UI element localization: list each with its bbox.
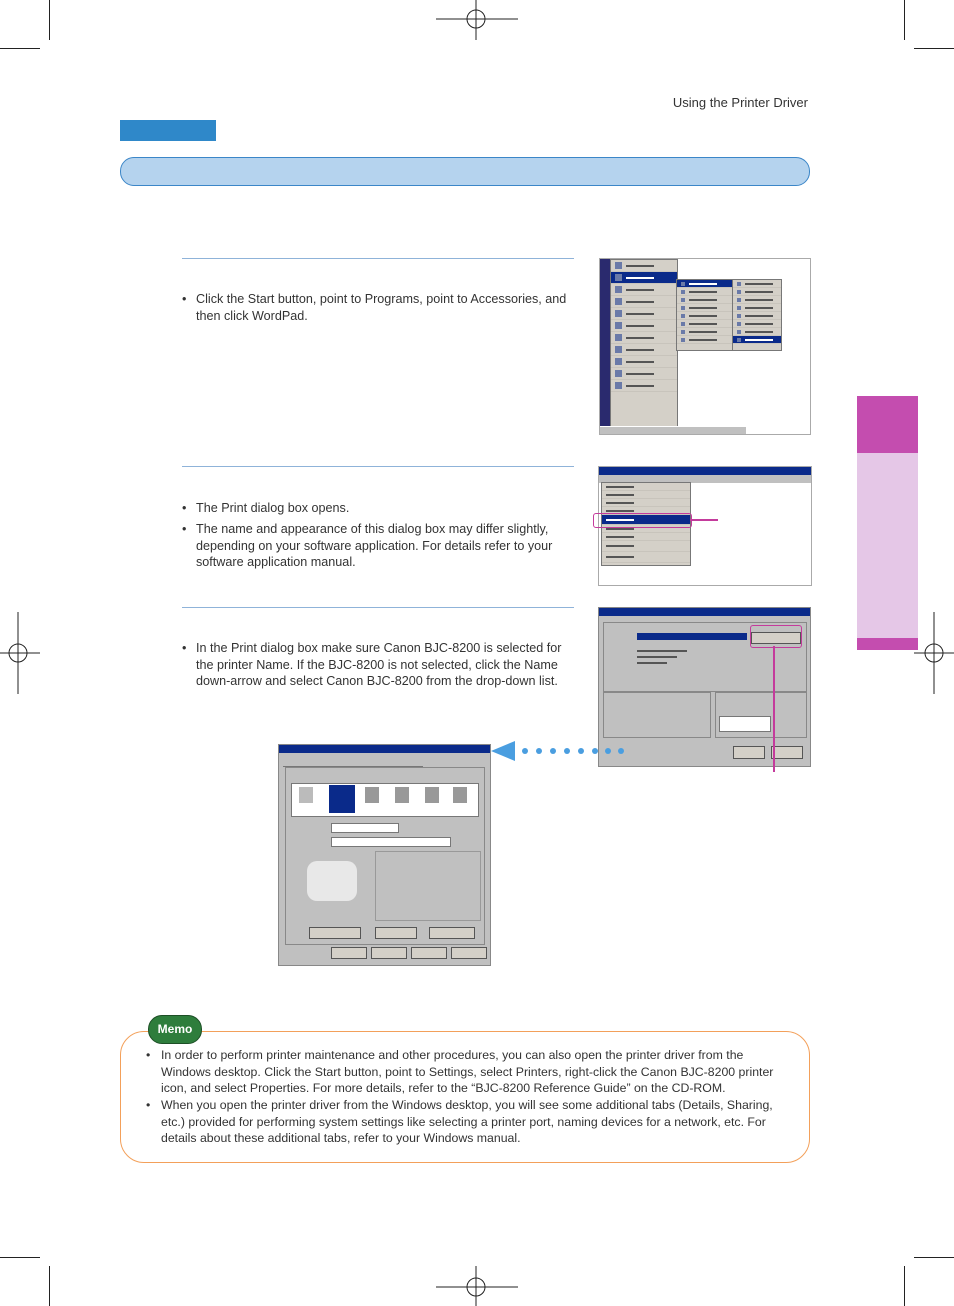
registration-mark-top xyxy=(436,0,518,40)
memo-bullets xyxy=(146,1047,788,1148)
printer-properties-screenshot xyxy=(278,744,491,966)
step-3-bullet: • In the Print dialog box make sure Canon BJC-8200 is selected for the printer Name. If the BJC-8200 is not selected, click the Name down-arrow and select Canon BJC-8200 from the drop-down list. xyxy=(182,640,574,690)
step-3-rule xyxy=(182,607,574,608)
section-title-bar xyxy=(120,157,810,186)
memo-bullet: • In order to perform printer maintenance and other procedures, you can also open the printer driver from the Windows desktop. Click the Start button, point to Settings, select Printers, right-click the Canon BJC-8200 printer icon, and select Properties. For more details, refer to the “BJC-8200 Reference Guide” on the CD-ROM. xyxy=(146,1047,788,1097)
step-1-bullets xyxy=(182,291,574,329)
chapter-side-tab-top xyxy=(857,396,918,453)
properties-button-highlight xyxy=(750,625,802,648)
step-2-bullet: • The Print dialog box opens. xyxy=(182,500,574,517)
arrow-left-icon xyxy=(491,741,515,761)
registration-mark-left xyxy=(0,612,40,694)
registration-mark-bottom xyxy=(436,1266,518,1306)
print-menu-highlight xyxy=(593,513,692,528)
step-2-rule xyxy=(182,466,574,467)
properties-callout-line xyxy=(773,646,775,772)
step-2-bullets xyxy=(182,500,574,575)
memo-bullet: • When you open the printer driver from the Windows desktop, you will see some additional tabs (Details, Sharing, etc.) provided for performing system settings like selecting a printer port, naming devices for a network, etc. For details about these additional tabs, refer to your Windows manual. xyxy=(146,1097,788,1147)
registration-mark-right xyxy=(914,612,954,694)
step-1-rule xyxy=(182,258,574,259)
section-tab xyxy=(120,120,216,141)
step-3-bullets xyxy=(182,640,574,694)
step-1-bullet: • Click the Start button, point to Programs, point to Accessories, and then click WordPad. xyxy=(182,291,574,324)
page-header-title: Using the Printer Driver xyxy=(672,95,808,110)
memo-badge: Memo xyxy=(148,1015,202,1044)
print-menu-callout-line xyxy=(690,519,718,521)
start-menu-screenshot xyxy=(599,258,811,435)
chapter-side-tab-bottom xyxy=(857,638,918,650)
step-2-bullet: • The name and appearance of this dialog box may differ slightly, depending on your software application. For details refer to your software application manual. xyxy=(182,521,574,571)
